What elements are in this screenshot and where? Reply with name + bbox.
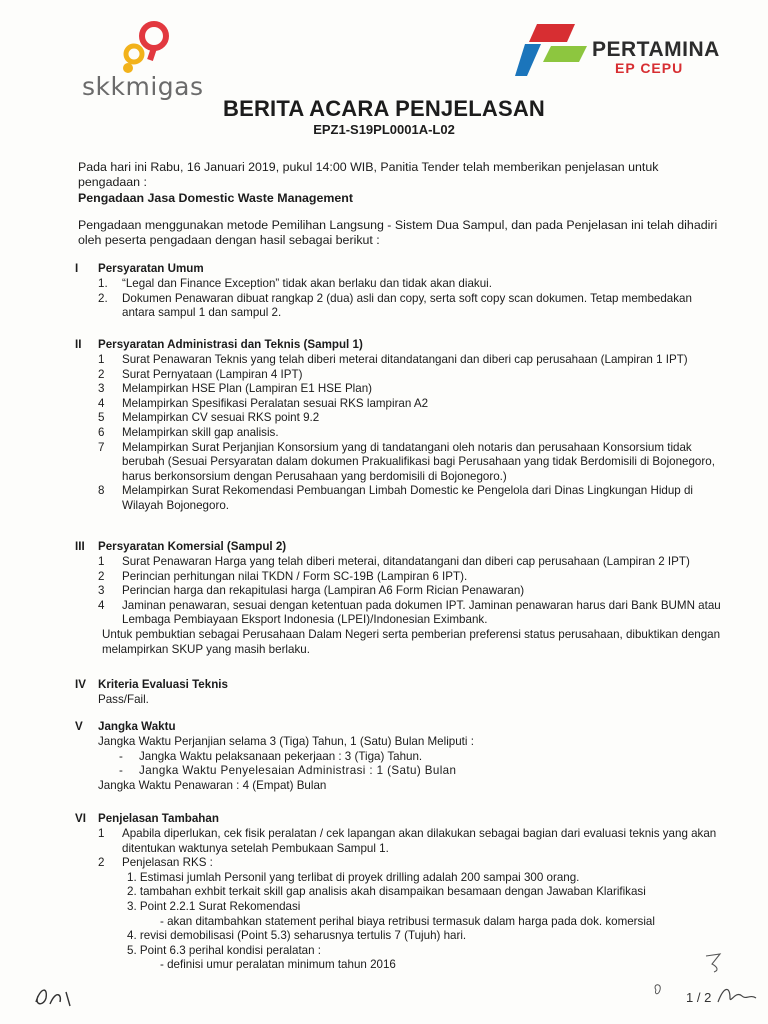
pertamina-logo bbox=[515, 22, 735, 82]
handwritten-signature-mark bbox=[716, 982, 760, 1010]
item-number: 3 bbox=[98, 382, 105, 396]
section-v bbox=[75, 720, 723, 793]
item-text: Melampirkan Spesifikasi Peralatan sesuai RKS lampiran A2 bbox=[122, 396, 429, 410]
section-heading bbox=[75, 812, 723, 827]
section-title: Persyaratan Administrasi dan Teknis (Sampul 1) bbox=[98, 338, 363, 351]
item-number: 2 bbox=[98, 367, 105, 381]
list-item bbox=[75, 750, 723, 765]
list-item bbox=[75, 292, 723, 321]
item-text: Melampirkan Surat Perjanjian Konsorsium yang di tandatangani oleh notaris dan perusahaan Konsorsium tidak berubah (Sesuai Persyaratan dalam dokumen Prakualifikasi bagi Perusahaan yang tidak Berdomisili di Bojonegoro, harus berkonsorsium dengan Perusahaan yang berdomisili di Bojonegoro.) bbox=[122, 440, 715, 483]
pertamina-subtitle: EP CEPU bbox=[615, 60, 684, 76]
section-heading bbox=[75, 338, 723, 353]
section-numeral: V bbox=[75, 720, 83, 733]
section-ii bbox=[75, 338, 723, 514]
item-number: 3 bbox=[98, 584, 105, 598]
section-title: Persyaratan Komersial (Sampul 2) bbox=[98, 540, 287, 553]
list-item bbox=[75, 368, 723, 383]
item-number: 2. bbox=[98, 291, 108, 305]
page-number: 1 / 2 bbox=[686, 990, 712, 1005]
bid-validity-line: Jangka Waktu Penawaran : 4 (Empat) Bulan bbox=[98, 778, 327, 792]
section-heading bbox=[75, 262, 723, 277]
item-number: 1 bbox=[98, 555, 105, 568]
section-heading bbox=[75, 540, 723, 555]
section-title: Kriteria Evaluasi Teknis bbox=[98, 678, 228, 691]
section-numeral: IV bbox=[75, 678, 86, 691]
skkmigas-emblem-icon bbox=[110, 18, 180, 76]
item-number: 2 bbox=[98, 569, 105, 583]
handwritten-initial-mark bbox=[30, 980, 90, 1012]
procurement-subject: Pengadaan Jasa Domestic Waste Management bbox=[78, 191, 353, 205]
section-numeral: I bbox=[75, 262, 79, 275]
item-text: Jangka Waktu pelaksanaan pekerjaan : 3 (Tiga) Tahun. bbox=[139, 749, 423, 763]
list-item bbox=[75, 484, 723, 513]
intro-block bbox=[78, 160, 718, 206]
item-number: 8 bbox=[98, 484, 105, 498]
section-numeral: III bbox=[75, 540, 85, 553]
rks-item: 4. revisi demobilisasi (Point 5.3) seharusnya tertulis 7 (Tujuh) hari. bbox=[127, 929, 467, 943]
document-title: BERITA ACARA PENJELASAN bbox=[223, 96, 545, 121]
skkmigas-wordmark: skkmigas bbox=[82, 72, 204, 101]
item-text: Perincian perhitungan nilai TKDN / Form SC-19B (Lampiran 6 IPT). bbox=[122, 569, 468, 583]
item-text: Dokumen Penawaran dibuat rangkap 2 (dua) asli dan copy, serta soft copy scan dokumen. Tetap membedakan antara sampul 1 dan sampul 2. bbox=[122, 291, 692, 320]
section-vi bbox=[75, 812, 723, 973]
intro-line-1: Pada hari ini Rabu, 16 Januari 2019, pukul 14:00 WIB, Panitia Tender telah memberikan penjelasan untuk bbox=[78, 160, 659, 174]
item-number: 6 bbox=[98, 425, 105, 439]
dash-bullet: - bbox=[119, 749, 123, 763]
pertamina-wordmark: PERTAMINA bbox=[592, 38, 720, 61]
item-number: 5 bbox=[98, 411, 105, 425]
item-text: “Legal dan Finance Exception” tidak akan berlaku dan tidak akan diakui. bbox=[122, 277, 492, 290]
list-item bbox=[75, 411, 723, 426]
item-text: Surat Penawaran Teknis yang telah diberi meterai ditandatangani dan diberi cap perusahaan (Lampiran 1 IPT) bbox=[122, 353, 688, 366]
list-item bbox=[75, 856, 723, 871]
rks-item: 5. Point 6.3 perihal kondisi peralatan : bbox=[127, 943, 321, 957]
item-text: Jaminan penawaran, sesuai dengan ketentuan pada dokumen IPT. Jaminan penawaran harus dari Bank BUMN atau Lembaga Pembiayaan Eksport Indonesia (LPEI)/Indonesian Eximbank. bbox=[122, 598, 721, 627]
list-item bbox=[75, 353, 723, 368]
item-number: 4 bbox=[98, 396, 105, 410]
intro-paragraph: Pengadaan menggunakan metode Pemilihan Langsung - Sistem Dua Sampul, dan pada Penjelasan ini telah dihadiri oleh peserta pengadaan dengan hasil sebagai berikut : bbox=[78, 218, 718, 247]
section-title: Jangka Waktu bbox=[98, 720, 176, 733]
list-item bbox=[75, 584, 723, 599]
section-iii bbox=[75, 540, 723, 657]
item-text: Jangka Waktu Penyelesaian Administrasi : 1 (Satu) Bulan bbox=[139, 764, 457, 778]
section-title: Persyaratan Umum bbox=[98, 262, 204, 275]
list-item bbox=[75, 555, 723, 570]
rks-item: 1. Estimasi jumlah Personil yang terlibat di proyek drilling adalah 200 sampai 300 orang. bbox=[127, 870, 580, 884]
list-item bbox=[75, 397, 723, 412]
pertamina-emblem-icon bbox=[515, 22, 591, 78]
item-text: Penjelasan RKS : bbox=[122, 856, 213, 870]
rks-item: 3. Point 2.2.1 Surat Rekomendasi bbox=[127, 899, 301, 913]
section-i bbox=[75, 262, 723, 321]
item-number: 1. bbox=[98, 277, 108, 290]
section-numeral: II bbox=[75, 338, 82, 351]
section-title: Penjelasan Tambahan bbox=[98, 812, 219, 825]
item-number: 2 bbox=[98, 856, 105, 870]
item-number: 7 bbox=[98, 440, 105, 454]
item-text: Melampirkan skill gap analisis. bbox=[122, 425, 279, 439]
section-heading bbox=[75, 678, 723, 693]
item-text: Apabila diperlukan, cek fisik peralatan / cek lapangan akan dilakukan sebagai bagian dari evaluasi teknis yang akan ditentukan waktunya setelah Pembukaan Sampul 1. bbox=[122, 827, 717, 855]
section-numeral: VI bbox=[75, 812, 86, 825]
handwritten-scribble-mark bbox=[700, 948, 730, 978]
item-text: Melampirkan CV sesuai RKS point 9.2 bbox=[122, 411, 320, 425]
section-heading bbox=[75, 720, 723, 735]
item-text: Surat Pernyataan (Lampiran 4 IPT) bbox=[122, 367, 303, 381]
list-item bbox=[75, 382, 723, 397]
section-note: Untuk pembuktian sebagai Perusahaan Dalam Negeri serta pemberian preferensi status perusahaan, dibuktikan dengan melampirkan SKUP yang masih berlaku. bbox=[102, 627, 721, 656]
handwritten-scribble-mark bbox=[648, 978, 678, 1002]
evaluation-criteria: Pass/Fail. bbox=[98, 693, 149, 706]
list-item bbox=[75, 764, 723, 779]
list-item bbox=[75, 441, 723, 485]
document-number: EPZ1-S19PL0001A-L02 bbox=[313, 122, 455, 137]
item-text: Melampirkan HSE Plan (Lampiran E1 HSE Plan) bbox=[122, 382, 373, 396]
item-number: 1 bbox=[98, 353, 105, 366]
dash-bullet: - bbox=[119, 764, 124, 778]
intro-line-2: pengadaan : bbox=[78, 175, 147, 189]
item-number: 1 bbox=[98, 827, 105, 840]
list-item bbox=[75, 827, 723, 856]
item-text: Perincian harga dan rekapitulasi harga (Lampiran A6 Form Rician Penawaran) bbox=[122, 584, 525, 598]
duration-line: Jangka Waktu Perjanjian selama 3 (Tiga) Tahun, 1 (Satu) Bulan Meliputi : bbox=[98, 735, 474, 748]
rks-subitem: - akan ditambahkan statement perihal biaya retribusi termasuk dalam harga pada dok. komersial bbox=[160, 914, 655, 928]
item-number: 4 bbox=[98, 598, 105, 612]
list-item bbox=[75, 599, 723, 628]
list-item bbox=[75, 426, 723, 441]
item-text: Surat Penawaran Harga yang telah diberi meterai, ditandatangani dan diberi cap perusahaan (Lampiran 2 IPT) bbox=[122, 555, 690, 568]
item-text: Melampirkan Surat Rekomendasi Pembuangan Limbah Domestic ke Pengelola dari Dinas Lingkungan Hidup di Wilayah Bojonegoro. bbox=[122, 484, 693, 512]
list-item bbox=[75, 570, 723, 585]
section-iv bbox=[75, 678, 723, 708]
list-item bbox=[75, 277, 723, 292]
rks-item: 2. tambahan exhbit terkait skill gap analisis akah disampaikan besamaan dengan Jawaban Klarifikasi bbox=[127, 885, 646, 899]
skkmigas-logo bbox=[82, 18, 212, 101]
rks-subitem: - definisi umur peralatan minimum tahun 2016 bbox=[160, 958, 396, 972]
